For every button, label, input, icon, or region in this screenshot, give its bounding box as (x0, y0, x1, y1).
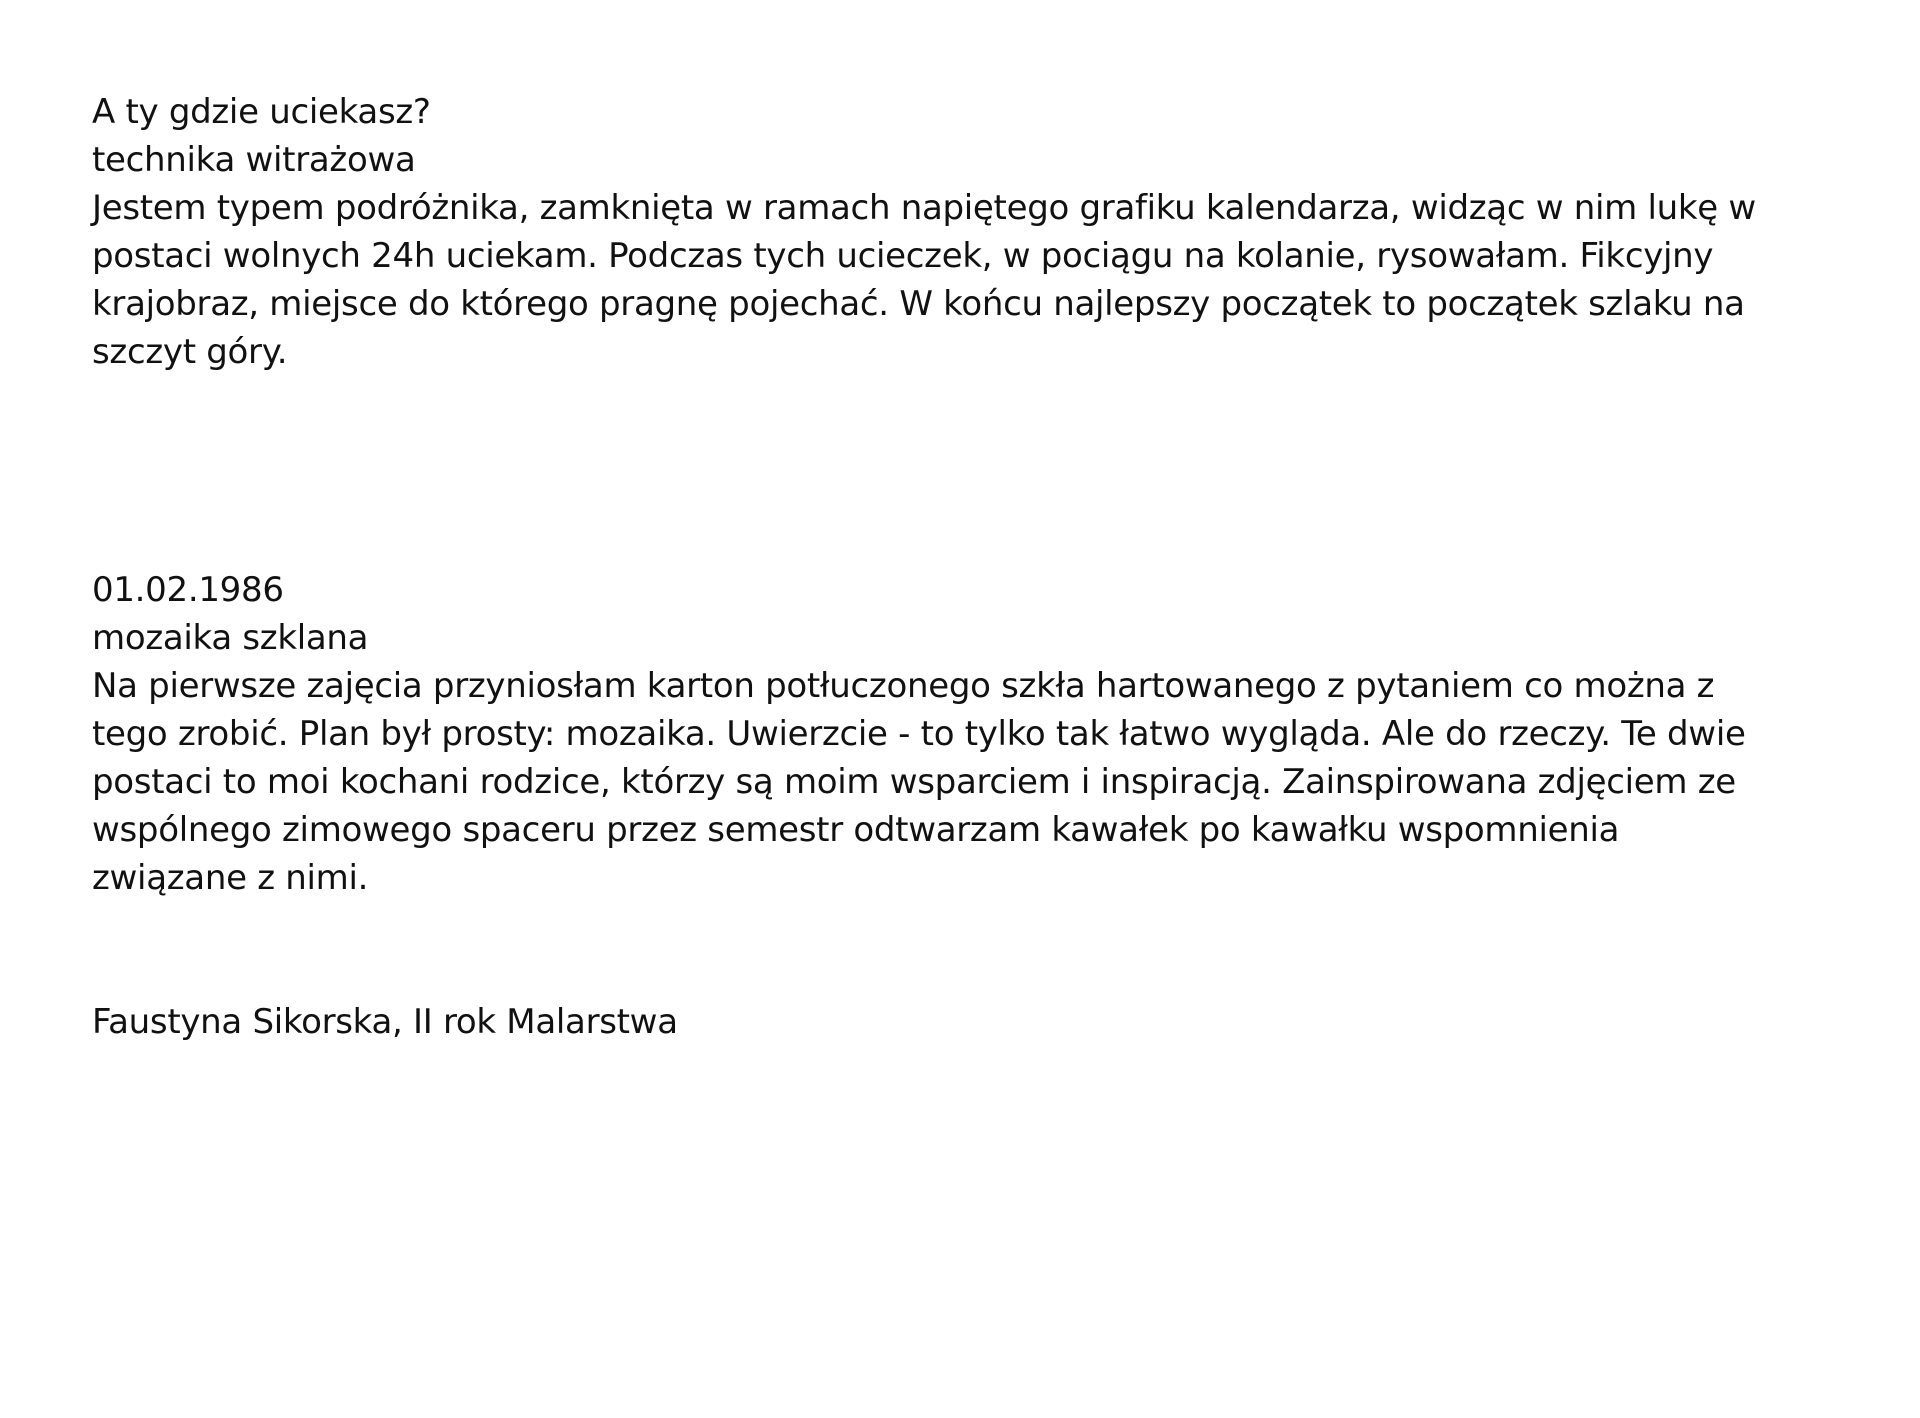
description-line: szczyt góry. (92, 332, 288, 372)
document-page (92, 88, 1852, 1046)
description-line: związane z nimi. (92, 858, 369, 898)
description-line: wspólnego zimowego spaceru przez semestr odtwarzam kawałek po kawałku wspomnienia (92, 810, 1620, 850)
artwork-entry-2 (92, 566, 1852, 902)
artwork-title: A ty gdzie uciekasz? (92, 92, 431, 132)
artwork-entry-1 (92, 88, 1852, 376)
description-line: tego zrobić. Plan był prosty: mozaika. Uwierzcie - to tylko tak łatwo wygląda. Ale do rzeczy. Te dwie (92, 714, 1746, 754)
artwork-technique: technika witrażowa (92, 140, 416, 180)
artwork-description (92, 184, 1852, 376)
artwork-title: 01.02.1986 (92, 570, 284, 610)
description-line: postaci wolnych 24h uciekam. Podczas tych ucieczek, w pociągu na kolanie, rysowałam. Fikcyjny (92, 236, 1714, 276)
author-signature: Faustyna Sikorska, II rok Malarstwa (92, 1002, 678, 1042)
artwork-technique: mozaika szklana (92, 618, 369, 658)
description-line: Na pierwsze zajęcia przyniosłam karton potłuczonego szkła hartowanego z pytaniem co można z (92, 666, 1715, 706)
description-line: postaci to moi kochani rodzice, którzy są moim wsparciem i inspiracją. Zainspirowana zdjęciem ze (92, 762, 1736, 802)
artwork-description (92, 662, 1852, 902)
description-line: krajobraz, miejsce do którego pragnę pojechać. W końcu najlepszy początek to początek szlaku na (92, 284, 1745, 324)
description-line: Jestem typem podróżnika, zamknięta w ramach napiętego grafiku kalendarza, widząc w nim lukę w (92, 188, 1756, 228)
